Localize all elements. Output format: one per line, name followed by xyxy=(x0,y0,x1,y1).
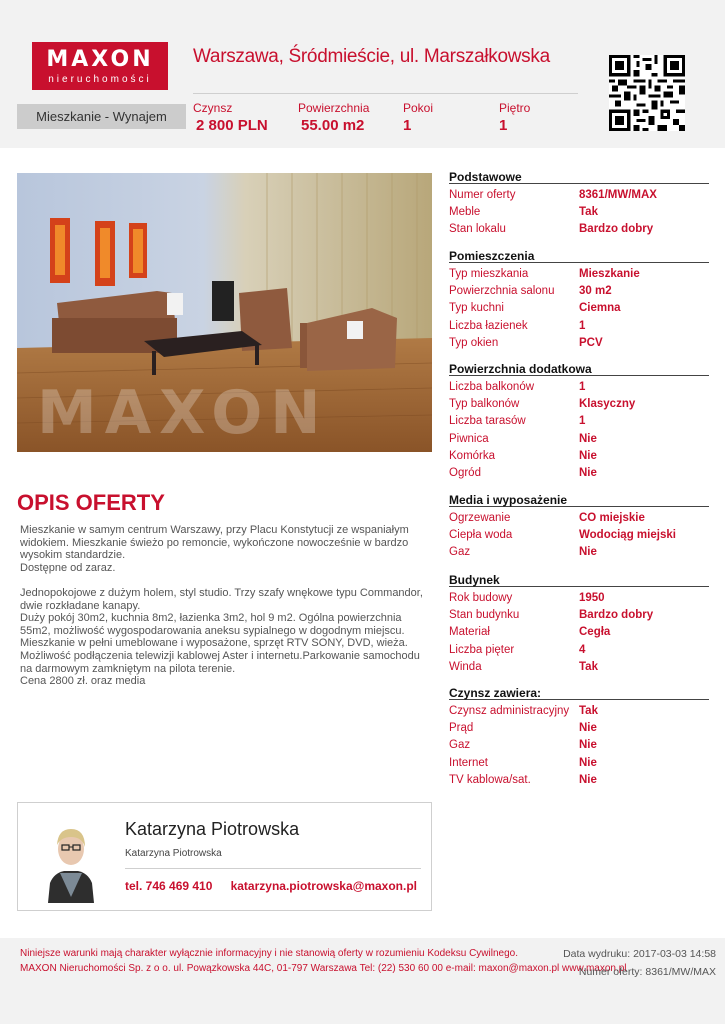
agent-subtitle: Katarzyna Piotrowska xyxy=(125,848,222,859)
detail-value: Nie xyxy=(579,432,597,445)
detail-row xyxy=(449,606,709,623)
detail-value: Bardzo dobry xyxy=(579,223,654,236)
detail-key: Liczba tarasów xyxy=(449,415,526,428)
detail-row xyxy=(449,447,709,464)
detail-key: Komórka xyxy=(449,449,496,462)
description-title: OPIS OFERTY xyxy=(17,490,165,515)
stat-label-floor: Piętro xyxy=(499,101,531,115)
detail-row xyxy=(449,464,709,481)
detail-value: Cegła xyxy=(579,626,611,639)
listing-type-badge: Mieszkanie - Wynajem xyxy=(17,104,186,129)
property-photo[interactable] xyxy=(17,173,432,452)
detail-row xyxy=(449,317,709,334)
footer-print-date: Data wydruku: 2017-03-03 14:58 xyxy=(563,948,716,960)
detail-key: Typ kuchni xyxy=(449,302,504,315)
detail-key: Ciepła woda xyxy=(449,528,513,541)
detail-key: Gaz xyxy=(449,739,471,752)
detail-row xyxy=(449,719,709,736)
stat-label-rent: Czynsz xyxy=(193,101,233,115)
detail-row xyxy=(449,589,709,606)
detail-key: Materiał xyxy=(449,626,490,639)
detail-value: 4 xyxy=(579,643,586,656)
detail-row xyxy=(449,203,709,220)
detail-row xyxy=(449,509,709,526)
detail-key: Piwnica xyxy=(449,432,489,445)
agent-divider xyxy=(125,868,421,869)
detail-value: PCV xyxy=(579,336,603,349)
section-media xyxy=(449,493,709,561)
detail-value: 8361/MW/MAX xyxy=(579,188,657,201)
detail-key: Prąd xyxy=(449,721,474,734)
agent-phone-link[interactable]: tel. 746 469 410 xyxy=(125,879,213,893)
detail-key: Ogród xyxy=(449,467,481,480)
description-text: Mieszkanie w samym centrum Warszawy, przy Placu Konstytucji ze wspaniałym widokiem. Mieszkanie świeżo po remoncie, wykończone nowocześnie w bardzo wysokim standardzie. Dostępne od zaraz. Jednopokojowe z dużym holem, styl studio. Trzy szafy wnękowe typu Commandor, dwie rozkładane kanapy. Duży pokój 30m2, kuchnia 8m2, łazienka 3m2, hol 9 m2. Ogólna powierzchnia 55m2, możliwość wygospodarowania aneksu sypialnego w dogodnym miejscu. Mieszkanie w pełni umeblowane i wyposażone, sprzęt RTV SONY, DVD, wieża. Możliwość podłączenia telewizji kablowej Aster i internetu.Parkowanie samochodu na darmowym zamkniętym na pilota terenie. Cena 2800 zł. oraz media xyxy=(20,524,423,688)
detail-value: CO miejskie xyxy=(579,511,645,524)
detail-row xyxy=(449,265,709,282)
detail-value: 1950 xyxy=(579,591,605,604)
section-title: Czynsz zawiera: xyxy=(449,686,709,700)
stat-value-floor: 1 xyxy=(499,117,508,134)
detail-row xyxy=(449,702,709,719)
section-title: Budynek xyxy=(449,573,709,587)
detail-value: 1 xyxy=(579,380,586,393)
detail-row xyxy=(449,526,709,543)
agent-name: Katarzyna Piotrowska xyxy=(125,819,300,839)
footer-disclaimer: Niniejsze warunki mają charakter wyłącznie informacyjny i nie stanowią oferty w rozumieniu Kodeksu Cywilnego. xyxy=(20,948,518,959)
section-extra-area xyxy=(449,362,709,482)
detail-key: Gaz xyxy=(449,546,471,559)
detail-key: Stan budynku xyxy=(449,608,520,621)
detail-key: TV kablowa/sat. xyxy=(449,773,531,786)
agent-email-link[interactable]: katarzyna.piotrowska@maxon.pl xyxy=(230,879,417,893)
maxon-logo[interactable] xyxy=(32,42,168,90)
section-basic xyxy=(449,170,709,238)
detail-key: Typ okien xyxy=(449,336,499,349)
detail-key: Stan lokalu xyxy=(449,223,506,236)
header-divider xyxy=(193,93,578,94)
detail-value: Tak xyxy=(579,660,598,673)
section-rent-includes xyxy=(449,686,709,788)
logo-subtitle: nieruchomości xyxy=(48,74,152,85)
detail-value: Tak xyxy=(579,704,598,717)
detail-value: Tak xyxy=(579,205,598,218)
detail-value: Nie xyxy=(579,739,597,752)
detail-row xyxy=(449,413,709,430)
detail-row xyxy=(449,624,709,641)
section-title: Pomieszczenia xyxy=(449,249,709,263)
detail-key: Ogrzewanie xyxy=(449,511,511,524)
detail-row xyxy=(449,378,709,395)
section-building xyxy=(449,573,709,675)
detail-row xyxy=(449,282,709,299)
stat-value-rent: 2 800 PLN xyxy=(196,117,268,134)
detail-value: Nie xyxy=(579,756,597,769)
detail-key: Czynsz administracyjny xyxy=(449,704,570,717)
photo-watermark: MAXON xyxy=(37,378,329,448)
stat-label-rooms: Pokoi xyxy=(403,101,434,115)
detail-row xyxy=(449,300,709,317)
detail-row xyxy=(449,658,709,675)
header xyxy=(0,0,725,148)
detail-row xyxy=(449,771,709,788)
detail-value: Nie xyxy=(579,467,597,480)
detail-row xyxy=(449,641,709,658)
detail-row xyxy=(449,737,709,754)
detail-value: 1 xyxy=(579,319,586,332)
detail-key: Rok budowy xyxy=(449,591,513,604)
detail-key: Meble xyxy=(449,205,481,218)
detail-value: Nie xyxy=(579,773,597,786)
agent-card xyxy=(17,802,432,911)
detail-key: Winda xyxy=(449,660,482,673)
stat-label-area: Powierzchnia xyxy=(298,101,370,115)
detail-value: Klasyczny xyxy=(579,397,636,410)
detail-value: Mieszkanie xyxy=(579,267,640,280)
detail-row xyxy=(449,221,709,238)
section-title: Media i wyposażenie xyxy=(449,493,709,507)
detail-key: Typ mieszkania xyxy=(449,267,529,280)
detail-key: Internet xyxy=(449,756,488,769)
detail-value: Ciemna xyxy=(579,302,621,315)
section-rooms xyxy=(449,249,709,351)
detail-value: Bardzo dobry xyxy=(579,608,654,621)
detail-key: Numer oferty xyxy=(449,188,516,201)
detail-row xyxy=(449,186,709,203)
detail-value: Nie xyxy=(579,721,597,734)
detail-key: Liczba łazienek xyxy=(449,319,528,332)
stat-value-area: 55.00 m2 xyxy=(301,117,365,134)
footer-company-info: MAXON Nieruchomości Sp. z o o. ul. Powązkowska 44C, 01-797 Warszawa Tel: (22) 530 60 00 e-mail: maxon@maxon.pl www.maxon.pl xyxy=(20,963,627,974)
section-title: Podstawowe xyxy=(449,170,709,184)
detail-key: Typ balkonów xyxy=(449,397,520,410)
footer-offer-number: Numer oferty: 8361/MW/MAX xyxy=(578,966,716,978)
detail-row xyxy=(449,334,709,351)
qr-code-icon[interactable] xyxy=(609,55,685,131)
detail-key: Powierzchnia salonu xyxy=(449,284,555,297)
detail-row xyxy=(449,430,709,447)
detail-value: Nie xyxy=(579,546,597,559)
detail-row xyxy=(449,544,709,561)
detail-value: 30 m2 xyxy=(579,284,612,297)
detail-key: Liczba pięter xyxy=(449,643,515,656)
logo-wordmark: MAXON xyxy=(46,47,154,72)
footer xyxy=(0,938,725,1024)
detail-row xyxy=(449,395,709,412)
detail-value: Wodociąg miejski xyxy=(579,528,676,541)
stat-value-rooms: 1 xyxy=(403,117,412,134)
detail-value: Nie xyxy=(579,449,597,462)
detail-row xyxy=(449,754,709,771)
detail-key: Liczba balkonów xyxy=(449,380,535,393)
section-title: Powierzchnia dodatkowa xyxy=(449,362,709,376)
detail-value: 1 xyxy=(579,415,586,428)
listing-address: Warszawa, Śródmieście, ul. Marszałkowska xyxy=(193,46,550,67)
agent-avatar xyxy=(42,817,100,903)
